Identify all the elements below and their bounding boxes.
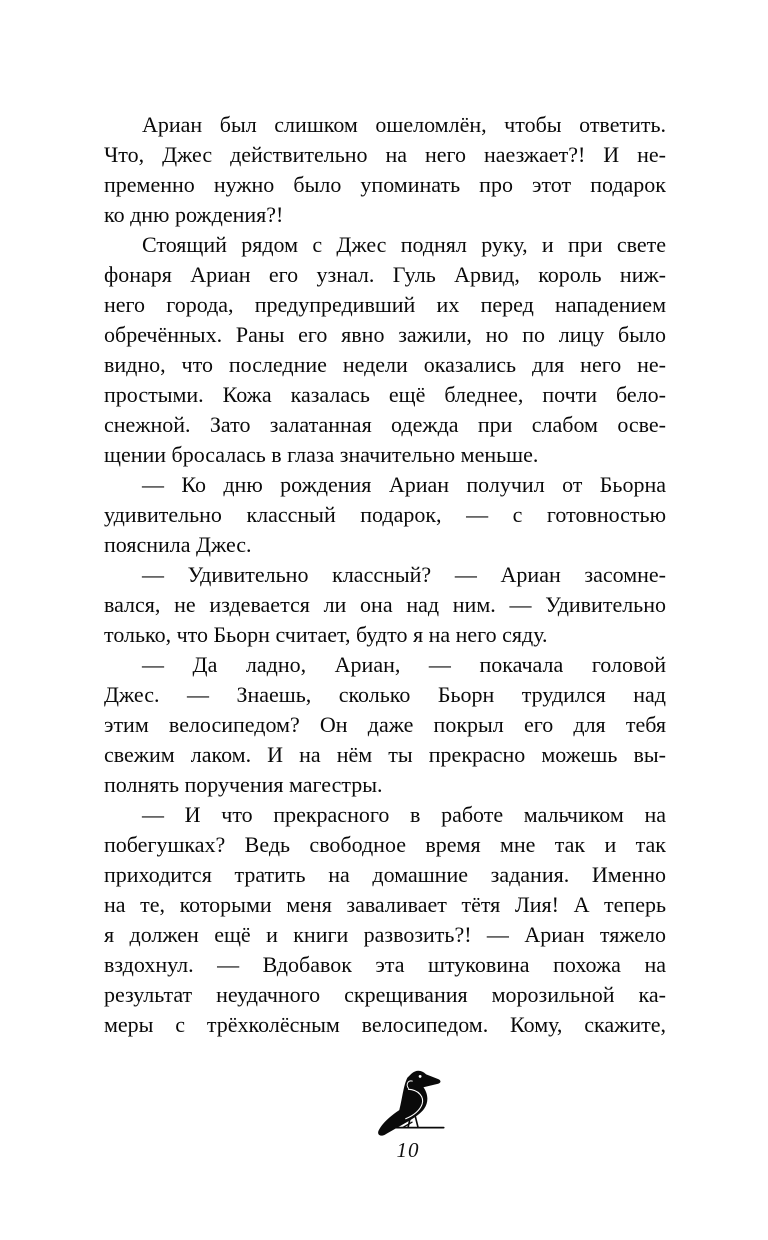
text-line: этим велосипедом? Он даже покрыл его для тебя bbox=[104, 712, 666, 737]
text-line: я должен ещё и книги развозить?! — Ариан тяжело bbox=[104, 922, 666, 947]
text-line: вздохнул. — Вдобавок эта штуковина похожа на bbox=[104, 952, 666, 977]
text-line: — Удивительно классный? — Ариан засомне- bbox=[142, 562, 666, 587]
paragraph bbox=[104, 650, 666, 800]
text-line: — И что прекрасного в работе мальчиком на bbox=[142, 802, 666, 827]
text-line: обречённых. Раны его явно зажили, но по лицу было bbox=[104, 322, 666, 347]
text-line: свежим лаком. И на нём ты прекрасно можешь вы- bbox=[104, 742, 666, 767]
text-line: Ариан был слишком ошеломлён, чтобы ответить. bbox=[142, 112, 666, 137]
text-line: Джес. — Знаешь, сколько Бьорн трудился над bbox=[104, 682, 666, 707]
text-line: ко дню рождения?! bbox=[104, 202, 284, 227]
paragraph bbox=[104, 560, 666, 650]
text-line: Стоящий рядом с Джес поднял руку, и при свете bbox=[142, 232, 666, 257]
paragraph bbox=[104, 230, 666, 470]
text-line: меры с трёхколёсным велосипедом. Кому, скажите, bbox=[104, 1012, 666, 1037]
text-line: на те, которыми меня заваливает тётя Лия! А теперь bbox=[104, 892, 666, 917]
text-line: снежной. Зато залатанная одежда при слабом осве- bbox=[104, 412, 666, 437]
text-line: простыми. Кожа казалась ещё бледнее, почти бело- bbox=[104, 382, 666, 407]
text-line: приходится тратить на домашние задания. Именно bbox=[104, 862, 666, 887]
text-line: вался, не издевается ли она над ним. — Удивительно bbox=[104, 592, 666, 617]
text-line: — Ко дню рождения Ариан получил от Бьорна bbox=[142, 472, 666, 497]
text-line: него города, предупредивший их перед нападением bbox=[104, 292, 666, 317]
text-line: пременно нужно было упоминать про этот подарок bbox=[104, 172, 666, 197]
text-line: щении бросалась в глаза значительно меньше. bbox=[104, 442, 539, 467]
paragraph bbox=[104, 800, 666, 1040]
text-line: видно, что последние недели оказались для него не- bbox=[104, 352, 666, 377]
text-block bbox=[104, 110, 666, 1040]
text-line: результат неудачного скрещивания морозильной ка- bbox=[104, 982, 666, 1007]
text-line: удивительно классный подарок, — с готовностью bbox=[104, 502, 666, 527]
text-line: побегушках? Ведь свободное время мне так и так bbox=[104, 832, 666, 857]
footer-ornament-group bbox=[371, 1068, 445, 1163]
text-line: только, что Бьорн считает, будто я на него сяду. bbox=[104, 622, 548, 647]
text-line: — Да ладно, Ариан, — покачала головой bbox=[142, 652, 666, 677]
text-line: пояснила Джес. bbox=[104, 532, 252, 557]
text-line: фонаря Ариан его узнал. Гуль Арвид, король ниж- bbox=[104, 262, 666, 287]
page-number: 10 bbox=[396, 1138, 420, 1162]
text-line: полнять поручения магестры. bbox=[104, 772, 383, 797]
page-footer bbox=[0, 1068, 768, 1163]
text-line: Что, Джес действительно на него наезжает?! И не- bbox=[104, 142, 666, 167]
raven-icon bbox=[371, 1068, 445, 1136]
paragraph bbox=[104, 470, 666, 560]
paragraph bbox=[104, 110, 666, 230]
